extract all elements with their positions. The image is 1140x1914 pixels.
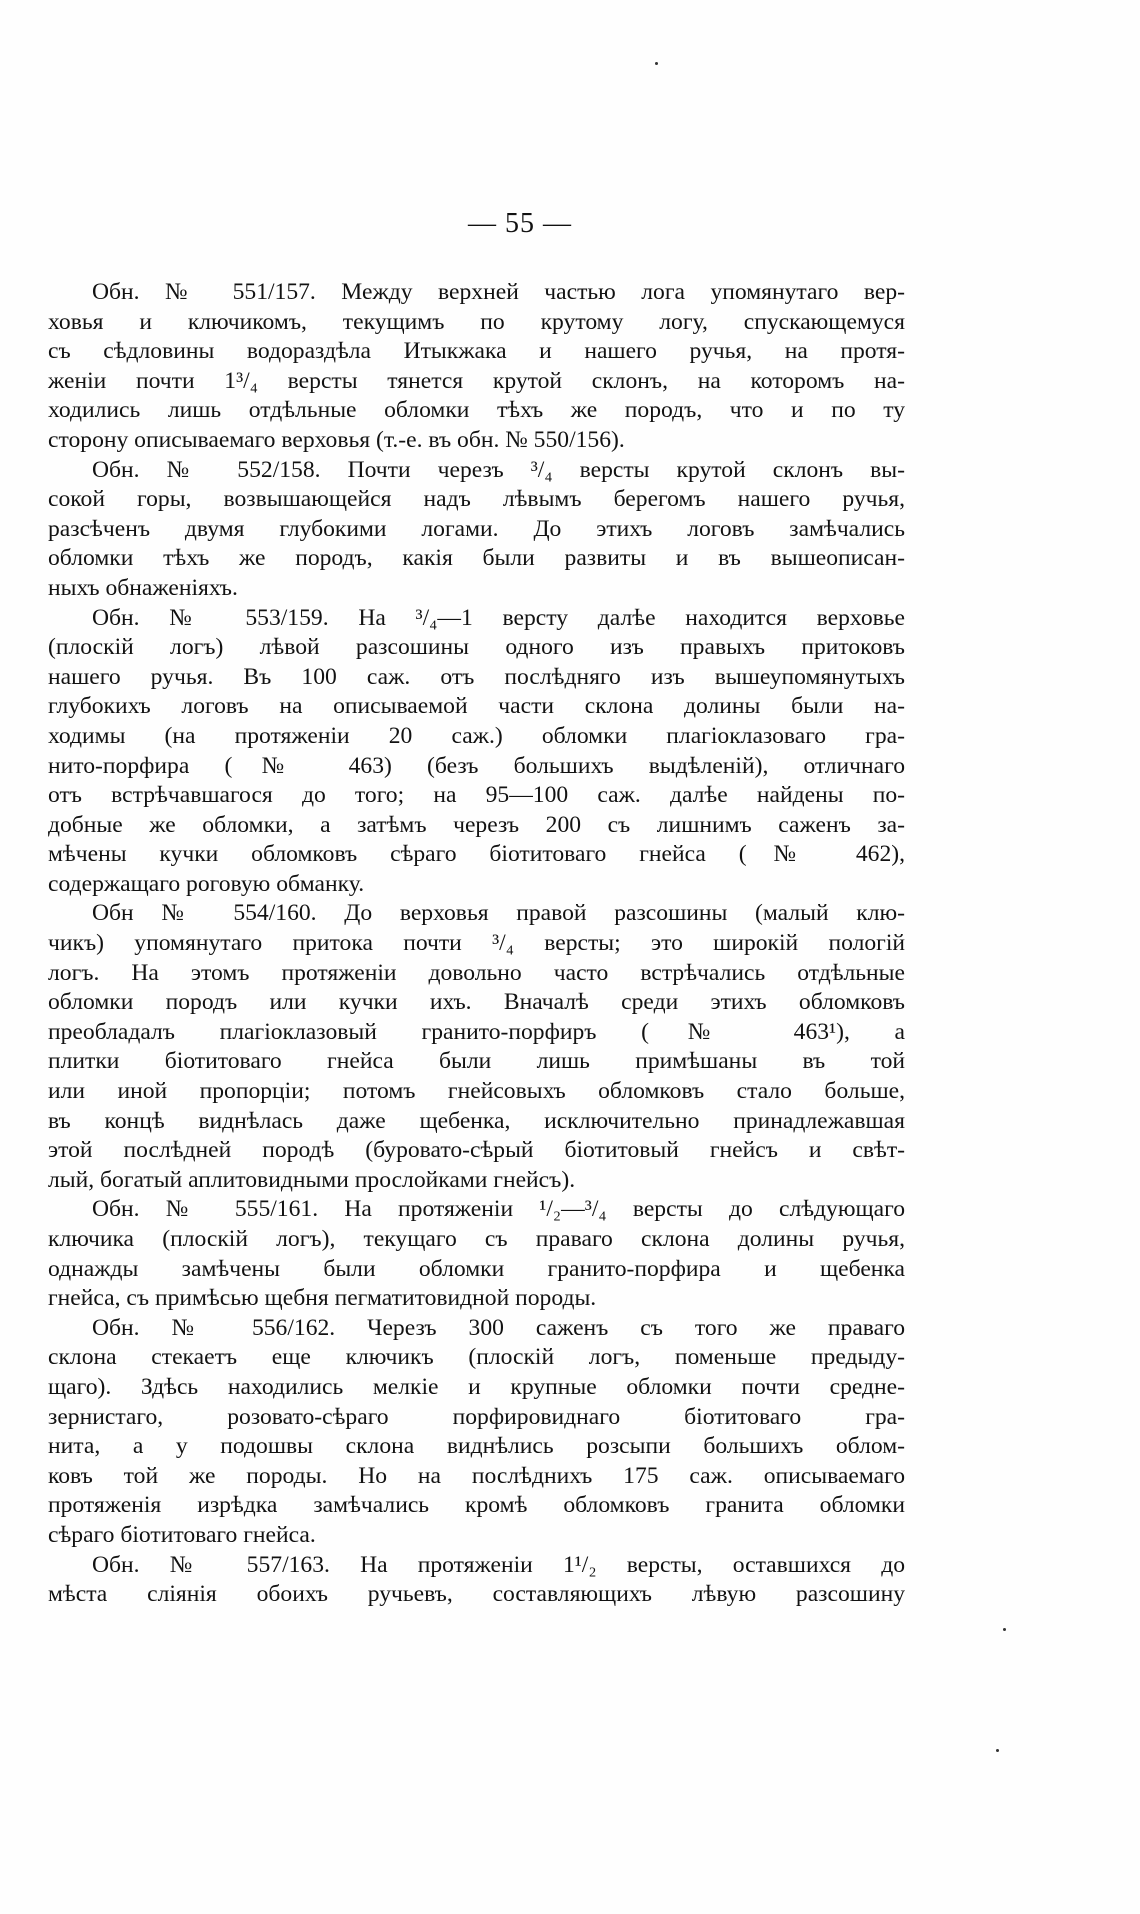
text-line: Обн. № 557/163. На протяженіи 1¹/₂ версты, оставшихся до [92, 1551, 905, 1578]
text-line: отъ встрѣчавшагося до того; на 95—100 саж. далѣе найдены по- [48, 782, 905, 809]
text-line: преобладалъ плагіоклазовый гранито-порфиръ (№ 463¹), а [48, 1018, 905, 1045]
text-line: ключика (плоскій логъ), текущаго съ праваго склона долины ручья, [48, 1226, 905, 1252]
paragraph-554-160 [48, 899, 905, 1195]
text-line: сѣраго біотитоваго гнейса. [48, 1521, 316, 1548]
text-line: обломки тѣхъ же породъ, какія были развиты и въ вышеописан- [48, 545, 905, 572]
text-line: содержащаго роговую обманку. [48, 870, 365, 897]
paragraph-557-163 [48, 1551, 905, 1610]
text-line: однажды замѣчены были обломки гранито-порфира и щебенка [48, 1255, 905, 1282]
text-line: сокой горы, возвышающейся надъ лѣвымъ берегомъ нашего ручья, [48, 486, 905, 513]
text-line: разсѣченъ двумя глубокими логами. До этихъ логовъ замѣчались [48, 515, 905, 542]
text-line: ныхъ обнаженіяхъ. [48, 574, 238, 601]
text-line: Обн № 554/160. До верховья правой разсошины (малый клю- [92, 900, 905, 927]
text-line: нита, а у подошвы склона виднѣлись розсыпи большихъ облом- [48, 1433, 905, 1460]
text-line: въ концѣ виднѣлась даже щебенка, исключительно принадлежавшая [48, 1107, 905, 1134]
text-line: ходились лишь отдѣльные обломки тѣхъ же породъ, что и по ту [48, 397, 905, 424]
text-line: (плоскій логъ) лѣвой разсошины одного изъ правыхъ притоковъ [48, 634, 905, 661]
text-line: Обн. № 553/159. На ³/₄—1 версту далѣе находится верховье [92, 604, 905, 631]
paragraph-555-161 [48, 1195, 905, 1313]
text-line: нито-порфира (№ 463) (безъ большихъ выдѣленій), отличнаго [48, 752, 905, 779]
text-line: глубокихъ логовъ на описываемой части склона долины были на- [48, 693, 905, 720]
text-line: ковъ той же породы. Но на послѣднихъ 175 саж. описываемаго [48, 1462, 905, 1489]
paragraph-553-159 [48, 604, 905, 900]
text-line: или иной пропорціи; потомъ гнейсовыхъ обломковъ стало больше, [48, 1078, 905, 1105]
paragraph-556-162 [48, 1314, 905, 1551]
text-line: нашего ручья. Въ 100 саж. отъ послѣдняго изъ вышеупомянутыхъ [48, 663, 905, 690]
text-line: плитки біотитоваго гнейса были лишь примѣшаны въ той [48, 1048, 905, 1075]
text-line: ходимы (на протяженіи 20 саж.) обломки плагіоклазоваго гра- [48, 722, 905, 749]
text-line: зернистаго, розовато-сѣраго порфировиднаго біотитоваго гра- [48, 1403, 905, 1430]
text-line: протяженія изрѣдка замѣчались кромѣ обломковъ гранита обломки [48, 1492, 905, 1519]
text-line: сторону описываемаго верховья (т.-е. въ обн. № 550/156). [48, 426, 625, 453]
page-number: — 55 — [468, 208, 572, 239]
text-line: добные же обломки, а затѣмъ черезъ 200 съ лишнимъ саженъ за- [48, 811, 905, 838]
text-line: ховья и ключикомъ, текущимъ по крутому логу, спускающемуся [48, 308, 905, 335]
text-line: лый, богатый аплитовидными прослойками гнейсъ). [48, 1166, 576, 1193]
text-line: Обн. № 556/162. Черезъ 300 саженъ съ того же праваго [92, 1314, 905, 1341]
text-line: этой послѣдней породѣ (буровато-сѣрый біотитовый гнейсъ и свѣт- [48, 1137, 905, 1164]
scan-speck [1003, 1628, 1006, 1631]
text-line: Обн. № 552/158. Почти черезъ ³/₄ версты крутой склонъ вы- [92, 456, 905, 483]
paragraph-551-157 [48, 278, 905, 456]
text-line: обломки породъ или кучки ихъ. Вначалѣ среди этихъ обломковъ [48, 989, 905, 1016]
text-line: мѣчены кучки обломковъ сѣраго біотитоваго гнейса (№ 462), [48, 841, 905, 868]
scan-speck [655, 62, 658, 65]
text-line: мѣста слiянiя обоихъ ручьевъ, составляющихъ лѣвую разсошину [48, 1581, 905, 1608]
text-line: Обн. № 551/157. Между верхней частью лога упомянутаго вер- [92, 279, 905, 305]
scan-speck [996, 1749, 999, 1752]
text-line: склона стекаетъ еще ключикъ (плоскій логъ, поменьше предыду- [48, 1344, 905, 1371]
text-line: гнейса, съ примѣсью щебня пегматитовидной породы. [48, 1285, 597, 1312]
body-text [48, 278, 905, 1610]
text-line: женіи почти 1³/₄ версты тянется крутой склонъ, на которомъ на- [48, 367, 905, 394]
paragraph-552-158 [48, 456, 905, 604]
text-line: чикъ) упомянутаго притока почти ³/₄ версты; это широкій пологій [48, 930, 905, 957]
text-line: логъ. На этомъ протяженіи довольно часто встрѣчались отдѣльные [48, 959, 905, 986]
text-line: съ сѣдловины водораздѣла Итыкжака и нашего ручья, на протя- [48, 338, 905, 365]
text-line: щаго). Здѣсь находились мелкіе и крупные обломки почти средне- [48, 1373, 905, 1400]
text-line: Обн. № 555/161. На протяженіи ¹/₂—³/₄ версты до слѣдующаго [92, 1196, 905, 1223]
